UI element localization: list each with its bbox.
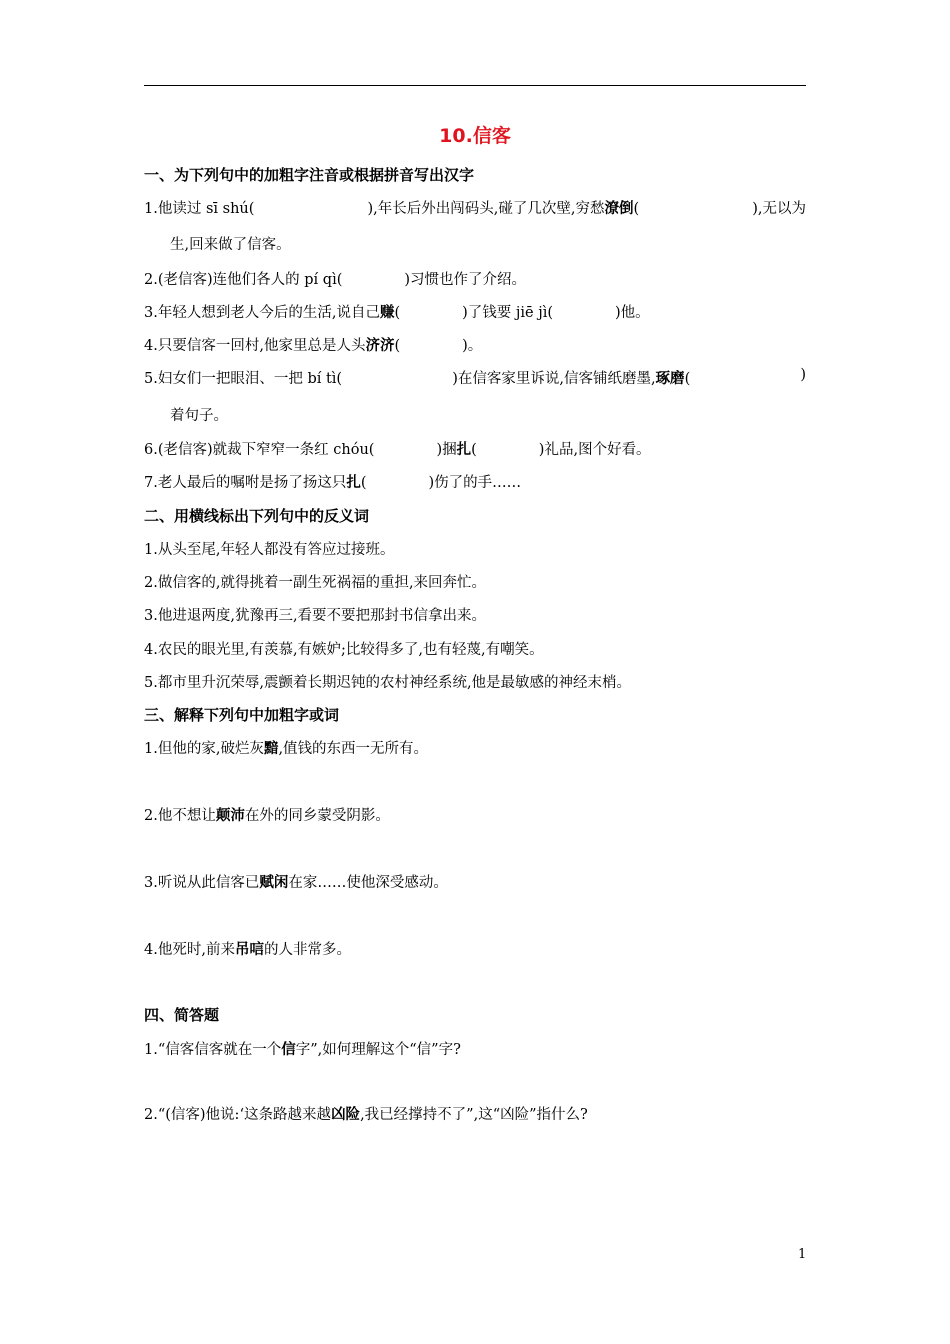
header-rule	[144, 85, 806, 86]
s1-q1-part-a: 1.他读过 sī shú(	[144, 201, 255, 217]
s3-q3-bold: 赋闲	[259, 875, 289, 891]
s3-q1-bold: 黯	[263, 741, 279, 757]
s1-q1-part-b: ),年长后外出闯码头,碰了几次壁,穷愁潦倒(	[367, 201, 640, 217]
s1-q7-bold: 扎	[346, 475, 361, 491]
s1-q1-part-d: ),无以为	[752, 201, 806, 217]
s1-q5-part-b: )在信客家里诉说,信客铺纸磨墨,琢磨(	[452, 371, 691, 387]
s1-q6-bold: 扎	[456, 442, 472, 458]
s3-q2: 2.他不想让颠沛在外的同乡蒙受阴影。	[144, 808, 390, 824]
section-1-heading: 一、为下列句中的加粗字注音或根据拼音写出汉字	[144, 166, 475, 184]
s1-q4-bold: 济济	[365, 338, 395, 354]
s1-q5-part-d: )	[800, 367, 806, 383]
s1-q1-bold: 潦倒	[604, 201, 634, 217]
s2-item: 2.做信客的,就得挑着一副生死祸福的重担,来回奔忙。	[144, 575, 487, 591]
s1-q3: 3.年轻人想到老人今后的生活,说自己赚( )了钱要 jiē jì( )他。	[144, 305, 650, 321]
s1-q1-line1	[144, 197, 806, 218]
s1-q5-line2: 着句子。	[170, 408, 228, 424]
s3-q2-bold: 颠沛	[215, 808, 245, 824]
s1-q2: 2.(老信客)连他们各人的 pí qì( )习惯也作了介绍。	[144, 272, 527, 288]
page-title: 10.信客	[439, 125, 511, 147]
s1-q5-part-a: 5.妇女们一把眼泪、一把 bí tì(	[144, 371, 343, 387]
s3-q1: 1.但他的家,破烂灰黯,值钱的东西一无所有。	[144, 741, 429, 757]
s1-q7: 7.老人最后的嘱咐是扬了扬这只扎( )伤了的手……	[144, 475, 522, 491]
s2-item: 5.都市里升沉荣辱,震颤着长期迟钝的农村神经系统,他是最敏感的神经末梢。	[144, 675, 632, 691]
s1-q5-line1	[144, 367, 806, 388]
section-4-heading: 四、简答题	[144, 1006, 220, 1024]
s3-q4: 4.他死时,前来吊唁的人非常多。	[144, 942, 351, 958]
s2-item: 4.农民的眼光里,有羡慕,有嫉妒;比较得多了,也有轻蔑,有嘲笑。	[144, 642, 544, 658]
s4-q1-bold: 信	[281, 1042, 296, 1058]
s4-q1: 1.“信客信客就在一个信字”,如何理解这个“信”字?	[144, 1042, 461, 1058]
page-number: 1	[798, 1247, 807, 1262]
s3-q4-bold: 吊唁	[234, 942, 264, 958]
s1-q3-bold: 赚	[379, 305, 395, 321]
s2-item: 1.从头至尾,年轻人都没有答应过接班。	[144, 542, 395, 558]
section-3-heading: 三、解释下列句中加粗字或词	[144, 706, 340, 724]
s2-item: 3.他进退两度,犹豫再三,看要不要把那封书信拿出来。	[144, 608, 487, 624]
s4-q2: 2.“(信客)他说:‘这条路越来越凶险,我已经撑持不了”,这“凶险”指什么?	[144, 1107, 588, 1123]
s1-q6: 6.(老信客)就裁下窄窄一条红 chóu( )捆扎( )礼品,图个好看。	[144, 442, 651, 458]
section-2-heading: 二、用横线标出下列句中的反义词	[144, 507, 370, 525]
s1-q5-bold: 琢磨	[655, 371, 685, 387]
s1-q4: 4.只要信客一回村,他家里总是人头济济( )。	[144, 338, 483, 354]
s3-q3: 3.听说从此信客已赋闲在家……使他深受感动。	[144, 875, 448, 891]
s4-q2-bold: 凶险	[331, 1107, 361, 1123]
s1-q1-line2: 生,回来做了信客。	[170, 237, 291, 253]
